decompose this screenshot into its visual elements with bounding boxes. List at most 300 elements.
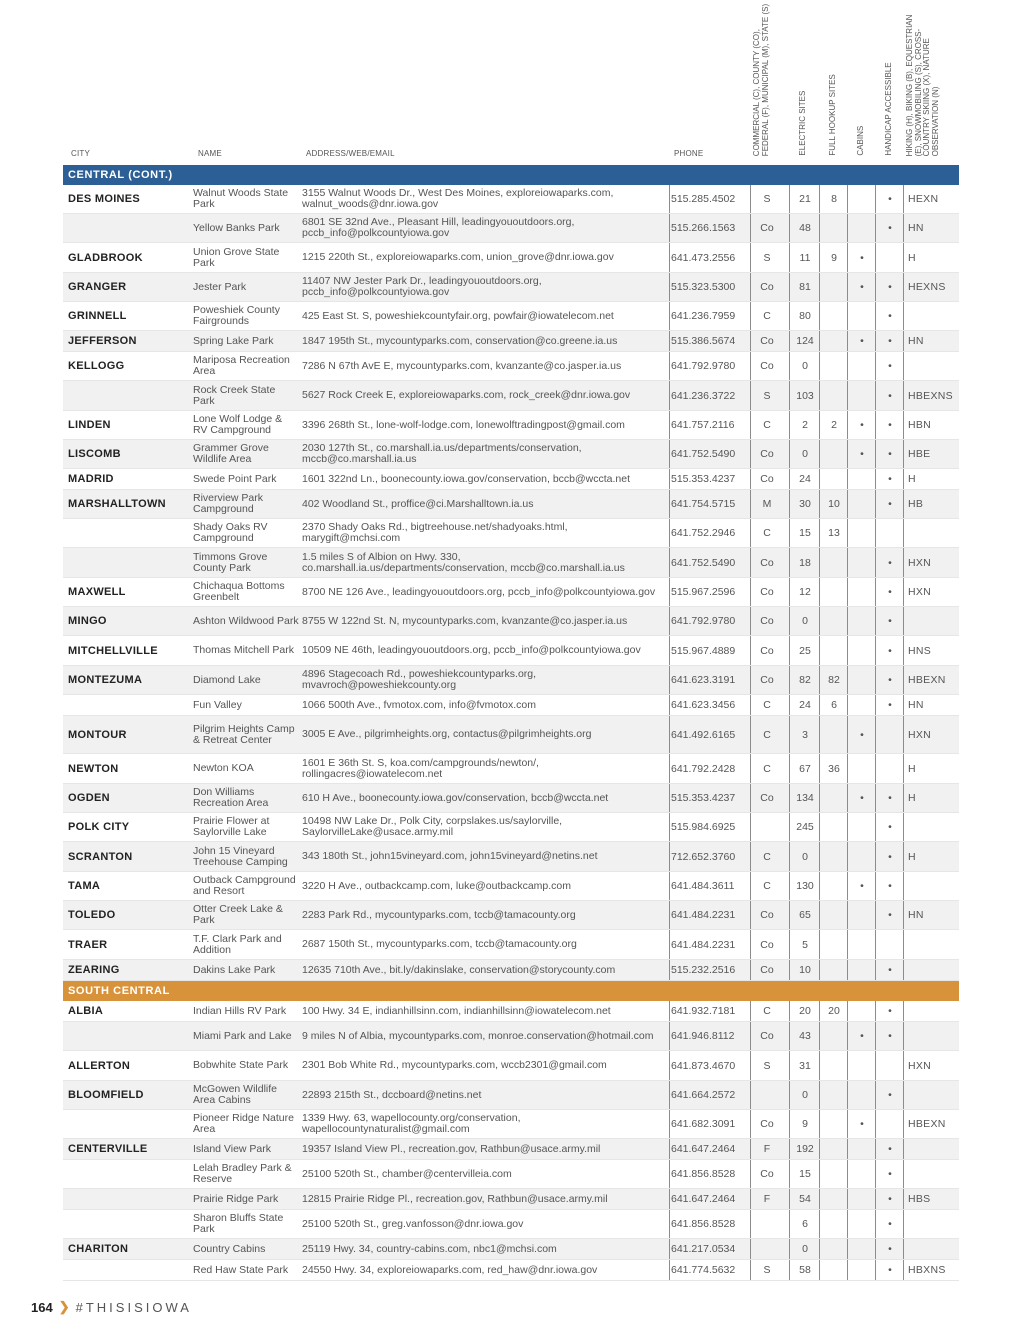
electric-sites-cell: 80	[799, 310, 811, 322]
name-cell: Ashton Wildwood Park	[193, 614, 299, 627]
handicap-cell: •	[888, 281, 892, 293]
full-hookup-cell: 2	[831, 419, 837, 431]
type-cell: S	[763, 389, 771, 402]
activities-cell	[908, 352, 958, 380]
column-divider	[750, 1022, 751, 1050]
name-cell: John 15 Vineyard Treehouse Camping	[193, 844, 288, 868]
phone-cell: 641.792.9780	[671, 615, 736, 627]
name-cell: McGowen Wildlife Area Cabins	[193, 1083, 278, 1106]
phone-cell: 515.232.2516	[671, 964, 736, 976]
activities-cell: HXN	[908, 586, 932, 598]
full-hookup-cell	[820, 1260, 848, 1280]
handicap-cell: •	[888, 1243, 892, 1255]
handicap-cell: •	[888, 193, 892, 205]
column-divider	[669, 1160, 670, 1188]
address-cell: 1847 195th St., mycountyparks.com, conservation@co.greene.ia.us	[302, 334, 618, 347]
electric-sites-cell: 20	[799, 1005, 811, 1017]
handicap-cell: •	[888, 498, 892, 510]
city-cell: OGDEN	[68, 792, 110, 804]
column-divider	[750, 1139, 751, 1159]
column-divider	[750, 273, 751, 301]
address-cell: 8755 W 122nd St. N, mycountyparks.com, kvanzante@co.jasper.ia.us	[302, 614, 628, 627]
phone-cell: 641.217.0534	[671, 1243, 736, 1255]
address-cell: 610 H Ave., boonecounty.iowa.gov/conservation, bccb@wccta.net	[302, 791, 609, 804]
phone-cell: 712.652.3760	[671, 850, 736, 863]
full-hookup-cell	[820, 842, 848, 871]
type-cell: C	[763, 762, 771, 775]
phone-cell: 641.774.5632	[671, 1264, 736, 1276]
table-row	[63, 1260, 959, 1281]
column-divider	[750, 607, 751, 635]
activities-cell: HBEXN	[908, 1118, 946, 1130]
electric-sites-cell: 5	[802, 938, 808, 951]
column-divider	[669, 440, 670, 468]
city-cell	[68, 1189, 192, 1209]
column-divider	[750, 636, 751, 665]
handicap-cell: •	[888, 419, 892, 431]
column-divider	[750, 469, 751, 489]
table-row	[63, 1160, 959, 1189]
electric-sites-cell: 245	[796, 821, 814, 833]
handicap-cell: •	[888, 389, 892, 402]
column-divider	[669, 754, 670, 783]
activities-cell: HXN	[908, 1059, 932, 1072]
type-cell: Co	[760, 615, 774, 627]
cabins-cell: •	[860, 251, 864, 264]
table-row	[63, 960, 959, 981]
name-cell: Country Cabins	[193, 1242, 266, 1255]
column-divider	[669, 1110, 670, 1138]
electric-sites-cell: 58	[799, 1264, 811, 1276]
cabins-cell	[848, 214, 876, 242]
address-cell: 402 Woodland St., proffice@ci.Marshalltown.ia.us	[302, 497, 534, 510]
address-cell: 1601 322nd Ln., boonecounty.iowa.gov/conservation, bccb@wccta.net	[302, 472, 631, 485]
activities-cell: HBEXNS	[908, 389, 953, 402]
full-hookup-cell	[820, 1051, 848, 1080]
electric-sites-cell: 24	[799, 473, 811, 485]
table-row	[63, 548, 959, 578]
address-cell: 5627 Rock Creek E, exploreiowaparks.com, rock_creek@dnr.iowa.gov	[302, 389, 631, 401]
city-cell: MITCHELLVILLE	[68, 644, 158, 657]
activities-cell: HEXN	[908, 193, 939, 205]
column-divider	[750, 411, 751, 439]
electric-sites-cell: 30	[799, 498, 811, 510]
header-type-column: COMMERCIAL (C), COUNTY (CO), FEDERAL (F), MUNICIPAL (M), STATE (S)	[752, 3, 770, 156]
column-divider	[750, 352, 751, 380]
electric-sites-cell: 15	[799, 527, 811, 539]
city-cell: CENTERVILLE	[68, 1143, 148, 1155]
electric-sites-cell: 0	[802, 1089, 808, 1101]
campground-table	[63, 165, 959, 1281]
city-cell	[68, 381, 192, 410]
address-cell: 10509 NE 46th, leadingyououtdoors.org, pccb_info@polkcountyiowa.gov	[302, 644, 641, 656]
full-hookup-cell	[820, 440, 848, 468]
city-cell: MONTOUR	[68, 728, 127, 741]
type-cell: Co	[760, 448, 774, 460]
name-cell: Fun Valley	[193, 698, 242, 711]
column-divider	[750, 1260, 751, 1280]
full-hookup-cell	[820, 352, 848, 380]
phone-cell: 515.323.5300	[671, 281, 736, 293]
section-header: SOUTH CENTRAL	[63, 981, 959, 1001]
phone-cell: 641.623.3456	[671, 699, 736, 711]
type-cell: C	[763, 419, 771, 431]
table-row	[63, 214, 959, 243]
name-cell: Newton KOA	[193, 762, 254, 774]
activities-cell	[908, 930, 958, 959]
activities-cell: HB	[908, 498, 924, 510]
city-cell: GRANGER	[68, 281, 127, 293]
electric-sites-cell: 25	[799, 644, 811, 657]
type-cell: Co	[760, 909, 774, 921]
handicap-cell: •	[888, 1005, 892, 1017]
cabins-cell	[848, 1239, 876, 1259]
city-cell	[68, 1260, 192, 1280]
column-divider	[669, 872, 670, 900]
phone-cell: 515.285.4502	[671, 193, 736, 205]
cabins-cell	[848, 352, 876, 380]
address-cell: 3396 268th St., lone-wolf-lodge.com, lonewolftradingpost@gmail.com	[302, 418, 625, 431]
table-row	[63, 1239, 959, 1260]
phone-cell: 641.754.5715	[671, 498, 736, 510]
phone-cell: 641.856.8528	[671, 1168, 736, 1180]
type-cell: S	[763, 1264, 771, 1276]
column-divider	[669, 1001, 670, 1021]
cabins-cell	[848, 1051, 876, 1080]
address-cell: 2283 Park Rd., mycountyparks.com, tccb@tamacounty.org	[302, 908, 576, 921]
column-divider	[750, 784, 751, 812]
column-divider	[669, 243, 670, 272]
full-hookup-cell	[820, 1239, 848, 1259]
city-cell: GLADBROOK	[68, 251, 143, 264]
name-cell: Outback Campground and Resort	[193, 874, 296, 897]
column-divider	[750, 185, 751, 213]
full-hookup-cell	[820, 716, 848, 753]
column-divider	[750, 1160, 751, 1188]
phone-cell: 641.792.9780	[671, 360, 736, 372]
column-divider	[669, 930, 670, 959]
electric-sites-cell: 124	[796, 335, 814, 347]
phone-cell: 515.266.1563	[671, 222, 736, 234]
handicap-cell: •	[888, 909, 892, 921]
type-cell: Co	[760, 1168, 774, 1180]
electric-sites-cell: 6	[802, 1218, 808, 1230]
handicap-cell: •	[888, 615, 892, 627]
column-divider	[669, 1260, 670, 1280]
cabins-cell	[848, 754, 876, 783]
handicap-cell	[876, 1051, 904, 1080]
column-divider	[750, 754, 751, 783]
table-row	[63, 273, 959, 302]
city-cell: ALLERTON	[68, 1059, 131, 1072]
activities-cell	[908, 1001, 958, 1021]
name-cell: Otter Creek Lake & Park	[193, 903, 283, 926]
activities-cell: HXN	[908, 728, 932, 741]
address-cell: 343 180th St., john15vineyard.com, john15vineyard@netins.net	[302, 850, 598, 862]
column-divider	[750, 716, 751, 753]
activities-cell: HBE	[908, 448, 931, 460]
column-divider	[669, 695, 670, 715]
address-cell: 1.5 miles S of Albion on Hwy. 330, co.marshall.ia.us/departments/conservation, mccb@co.marshall.ia.us	[302, 550, 625, 574]
type-cell: Co	[760, 1118, 774, 1130]
full-hookup-cell	[820, 273, 848, 301]
type-cell: C	[763, 1005, 771, 1017]
cabins-cell	[848, 1001, 876, 1021]
column-divider	[669, 352, 670, 380]
type-cell: Co	[760, 473, 774, 485]
table-row	[63, 440, 959, 469]
table-row	[63, 901, 959, 930]
cabins-cell: •	[860, 335, 864, 347]
cabins-cell	[848, 842, 876, 871]
electric-sites-cell: 43	[799, 1030, 811, 1042]
name-cell: Don Williams Recreation Area	[193, 786, 269, 809]
table-row	[63, 872, 959, 901]
table-row	[63, 302, 959, 331]
table-row	[63, 519, 959, 548]
cabins-cell: •	[860, 880, 864, 892]
city-cell	[68, 1110, 192, 1138]
column-divider	[750, 960, 751, 980]
table-row	[63, 469, 959, 490]
full-hookup-cell	[820, 1022, 848, 1050]
cabins-cell	[848, 607, 876, 635]
column-divider	[750, 1210, 751, 1238]
electric-sites-cell: 67	[799, 762, 811, 775]
handicap-cell: •	[888, 1089, 892, 1101]
handicap-cell: •	[888, 850, 892, 863]
phone-cell: 515.386.5674	[671, 335, 736, 347]
full-hookup-cell	[820, 214, 848, 242]
phone-cell: 641.236.3722	[671, 389, 736, 402]
type-cell: S	[763, 193, 771, 205]
handicap-cell	[876, 716, 904, 753]
column-divider	[669, 519, 670, 547]
type-cell: C	[763, 728, 771, 741]
type-cell: C	[763, 310, 771, 322]
table-row	[63, 1189, 959, 1210]
handicap-cell: •	[888, 1193, 892, 1205]
full-hookup-cell	[820, 1139, 848, 1159]
handicap-cell: •	[888, 473, 892, 485]
name-cell: Red Haw State Park	[193, 1263, 289, 1276]
cabins-cell	[848, 695, 876, 715]
address-cell: 25100 520th St., chamber@centervilleia.com	[302, 1167, 512, 1180]
column-divider	[750, 1110, 751, 1138]
cabins-cell: •	[860, 792, 864, 804]
handicap-cell: •	[888, 1143, 892, 1155]
activities-cell	[908, 1022, 958, 1050]
address-cell: 9 miles N of Albia, mycountyparks.com, monroe.conservation@hotmail.com	[302, 1029, 654, 1042]
page-number: 164	[31, 1299, 53, 1315]
electric-sites-cell: 18	[799, 556, 811, 569]
phone-cell: 641.484.2231	[671, 938, 736, 951]
table-row	[63, 607, 959, 636]
address-cell: 1215 220th St., exploreiowaparks.com, union_grove@dnr.iowa.gov	[302, 251, 614, 263]
table-row	[63, 243, 959, 273]
address-cell: 7286 N 67th AvE E, mycountyparks.com, kvanzante@co.jasper.ia.us	[302, 359, 622, 372]
phone-cell: 641.492.6165	[671, 728, 736, 741]
header-address: ADDRESS/WEB/EMAIL	[306, 149, 395, 158]
type-cell: F	[763, 1143, 771, 1155]
activities-cell	[908, 1160, 958, 1188]
cabins-cell: •	[860, 1118, 864, 1130]
table-row	[63, 1022, 959, 1051]
table-row	[63, 1001, 959, 1022]
cabins-cell	[848, 1160, 876, 1188]
address-cell: 12635 710th Ave., bit.ly/dakinslake, conservation@storycounty.com	[302, 963, 616, 976]
electric-sites-cell: 192	[796, 1143, 814, 1155]
activities-cell: HXN	[908, 556, 932, 569]
column-divider	[669, 411, 670, 439]
address-cell: 4896 Stagecoach Rd., poweshiekcountyparks.org, mvavroch@poweshiekcounty.org	[302, 668, 537, 691]
cabins-cell	[848, 960, 876, 980]
address-cell: 8700 NE 126 Ave., leadingyououtdoors.org, pccb_info@polkcountyiowa.gov	[302, 585, 656, 598]
activities-cell: HBS	[908, 1193, 931, 1205]
type-cell: Co	[760, 644, 774, 657]
name-cell: Spring Lake Park	[193, 334, 274, 347]
header-electric-sites: ELECTRIC SITES	[798, 91, 807, 156]
cabins-cell: •	[860, 1030, 864, 1042]
full-hookup-cell	[820, 331, 848, 351]
header-handicap-accessible: HANDICAP ACCESSIBLE	[884, 62, 893, 156]
table-row	[63, 578, 959, 607]
city-cell: LINDEN	[68, 419, 111, 431]
name-cell: Prairie Ridge Park	[193, 1192, 279, 1205]
handicap-cell: •	[888, 310, 892, 322]
column-divider	[750, 331, 751, 351]
handicap-cell: •	[888, 1264, 892, 1276]
name-cell: Thomas Mitchell Park	[193, 644, 294, 656]
phone-cell: 515.984.6925	[671, 821, 736, 833]
name-cell: Grammer Grove Wildlife Area	[193, 442, 269, 465]
address-cell: 6801 SE 32nd Ave., Pleasant Hill, leadingyououtdoors.org, pccb_info@polkcountyiowa.gov	[302, 216, 575, 239]
table-row	[63, 381, 959, 411]
address-cell: 19357 Island View Pl., recreation.gov, Rathbun@usace.army.mil	[302, 1142, 601, 1155]
name-cell: Sharon Bluffs State Park	[193, 1212, 284, 1235]
type-cell: C	[763, 527, 771, 539]
hashtag: #THISISIOWA	[75, 1299, 192, 1315]
phone-cell: 515.967.2596	[671, 586, 736, 598]
name-cell: Riverview Park Campground	[193, 492, 264, 515]
phone-cell: 515.967.4889	[671, 644, 736, 657]
phone-cell: 641.856.8528	[671, 1218, 736, 1230]
city-cell: CHARITON	[68, 1243, 129, 1255]
city-cell: KELLOGG	[68, 360, 125, 372]
handicap-cell	[876, 519, 904, 547]
type-cell: C	[763, 699, 771, 711]
address-cell: 25119 Hwy. 34, country-cabins.com, nbc1@mchsi.com	[302, 1242, 557, 1255]
phone-cell: 641.623.3191	[671, 674, 736, 686]
column-divider	[669, 214, 670, 242]
name-cell: Union Grove State Park	[193, 245, 280, 269]
phone-cell: 641.932.7181	[671, 1005, 736, 1017]
phone-cell: 641.792.2428	[671, 762, 736, 775]
header-activities: HIKING (H), BIKING (B), EQUESTRIAN (E), SNOWMOBILING (S), CROSS-COUNTRY SKIING (X), NATURE OBSERVATION (N)	[905, 14, 940, 156]
address-cell: 3220 H Ave., outbackcamp.com, luke@outbackcamp.com	[302, 879, 572, 892]
column-divider	[750, 1239, 751, 1259]
electric-sites-cell: 0	[802, 448, 808, 460]
cabins-cell: •	[860, 728, 864, 741]
electric-sites-cell: 54	[799, 1193, 811, 1205]
column-divider	[669, 302, 670, 330]
column-divider	[669, 784, 670, 812]
table-row	[63, 1110, 959, 1139]
electric-sites-cell: 134	[796, 792, 814, 804]
full-hookup-cell	[820, 381, 848, 410]
handicap-cell	[876, 930, 904, 959]
name-cell: Rock Creek State Park	[193, 383, 276, 407]
type-cell: Co	[760, 556, 774, 569]
name-cell: Shady Oaks RV Campground	[193, 521, 268, 544]
address-cell: 12815 Prairie Ridge Pl., recreation.gov, Rathbun@usace.army.mil	[302, 1192, 608, 1205]
table-row	[63, 411, 959, 440]
type-cell: Co	[760, 792, 774, 804]
city-cell	[68, 695, 192, 715]
activities-cell	[908, 960, 958, 980]
name-cell: Lone Wolf Lodge & RV Campground	[193, 413, 283, 436]
activities-cell	[908, 1239, 958, 1259]
name-cell: Diamond Lake	[193, 673, 261, 686]
column-divider	[750, 1189, 751, 1209]
phone-cell: 641.664.2572	[671, 1089, 736, 1101]
column-divider	[750, 842, 751, 871]
full-hookup-cell	[820, 872, 848, 900]
activities-cell: HEXNS	[908, 281, 946, 293]
type-cell: M	[762, 498, 772, 510]
activities-cell: HNS	[908, 644, 932, 657]
city-cell	[68, 548, 192, 577]
table-row	[63, 185, 959, 214]
column-divider	[750, 440, 751, 468]
address-cell: 2687 150th St., mycountyparks.com, tccb@tamacounty.org	[302, 938, 577, 950]
full-hookup-cell	[820, 1160, 848, 1188]
type-cell: Co	[760, 674, 774, 686]
city-cell: MADRID	[68, 473, 114, 485]
activities-cell: HBXNS	[908, 1264, 946, 1276]
column-divider	[669, 578, 670, 606]
cabins-cell	[848, 490, 876, 518]
full-hookup-cell	[820, 1210, 848, 1238]
name-cell: Poweshiek County Fairgrounds	[193, 304, 280, 327]
table-row	[63, 636, 959, 666]
handicap-cell: •	[888, 556, 892, 569]
table-row	[63, 1210, 959, 1239]
column-divider	[669, 1239, 670, 1259]
full-hookup-cell	[820, 636, 848, 665]
cabins-cell	[848, 469, 876, 489]
full-hookup-cell	[820, 548, 848, 577]
handicap-cell: •	[888, 792, 892, 804]
table-row	[63, 784, 959, 813]
type-cell: Co	[760, 281, 774, 293]
column-divider	[750, 1081, 751, 1109]
column-divider	[750, 872, 751, 900]
address-cell: 1066 500th Ave., fvmotox.com, info@fvmotox.com	[302, 698, 536, 711]
handicap-cell: •	[888, 880, 892, 892]
city-cell: ALBIA	[68, 1005, 104, 1017]
electric-sites-cell: 81	[799, 281, 811, 293]
header-city: CITY	[71, 149, 91, 158]
column-divider	[669, 960, 670, 980]
city-cell	[68, 519, 192, 547]
column-divider	[669, 901, 670, 929]
full-hookup-cell	[820, 1189, 848, 1209]
name-cell: Dakins Lake Park	[193, 963, 276, 976]
city-cell: MARSHALLTOWN	[68, 498, 166, 510]
activities-cell: H	[908, 850, 916, 863]
handicap-cell: •	[888, 335, 892, 347]
